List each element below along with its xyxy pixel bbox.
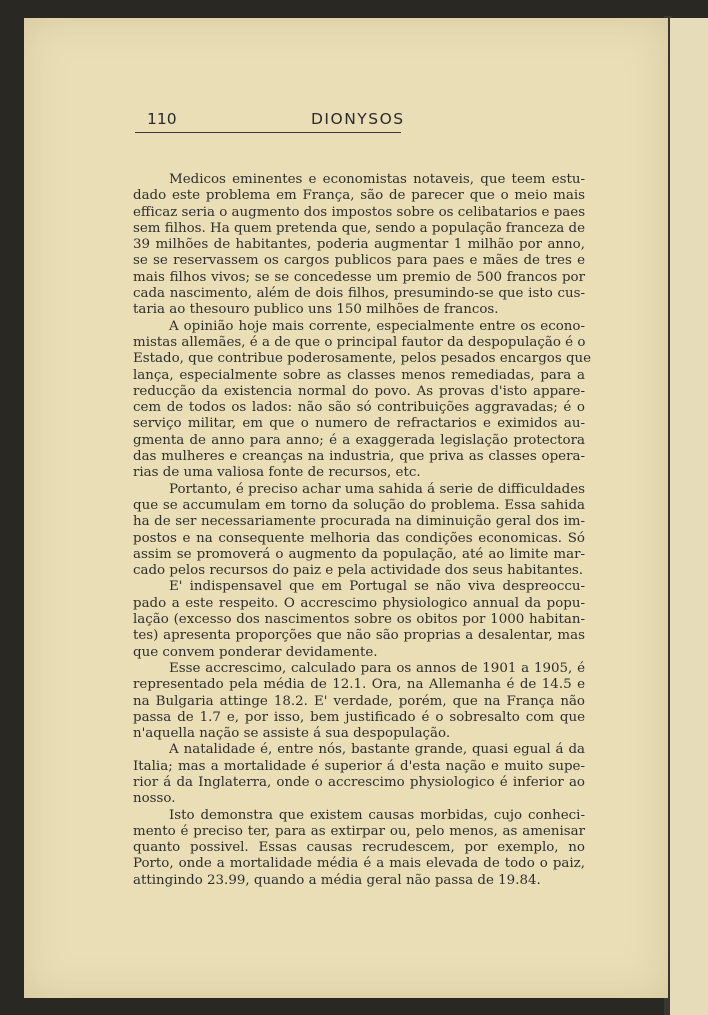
text-line: postos e na consequente melhoria das condições economicas. Só (133, 530, 585, 546)
text-line: Estado, que contribue poderosamente, pelos pesados encargos que (133, 351, 592, 367)
body-text (133, 172, 592, 889)
text-line: lação (excesso dos nascimentos sobre os obitos por 1000 habitan- (133, 612, 585, 628)
text-line: pado a este respeito. O accrescimo physiologico annual da popu- (133, 595, 585, 611)
text-line: tes) apresenta proporções que não são proprias a desalentar, mas (133, 628, 585, 644)
paragraph (133, 318, 592, 482)
text-line: Medicos eminentes e economistas notaveis, que teem estu- (169, 172, 585, 187)
text-line: A opinião hoje mais corrente, especialmente entre os econo- (169, 318, 585, 334)
text-line: cado pelos recursos do paiz e pela actividade dos seus habitantes. (133, 563, 583, 579)
text-line: representado pela média de 12.1. Ora, na Allemanha é de 14.5 e (133, 677, 585, 693)
page-header (135, 108, 405, 133)
text-line: quanto possivel. Essas causas recrudescem, por exemplo, no (133, 840, 585, 856)
text-line: na Bulgaria attinge 18.2. E' verdade, porém, que na França não (133, 693, 585, 709)
text-line: cem de todos os lados: não são só contribuições aggravadas; é o (133, 400, 585, 416)
text-line: Porto, onde a mortalidade média é a mais elevada de todo o paiz, (133, 856, 585, 872)
text-line: gmenta de anno para anno; é a exaggerada legislação protectora (133, 432, 585, 448)
text-line: das mulheres e creanças na industria, que priva as classes opera- (133, 449, 585, 465)
paragraph (133, 808, 585, 889)
page-number: 110 (147, 110, 177, 128)
text-line: sem filhos. Ha quem pretenda que, sendo a população franceza de (133, 220, 585, 236)
text-line: 39 milhões de habitantes, poderia augmentar 1 milhão por anno, (133, 237, 585, 253)
text-line: A natalidade é, entre nós, bastante grande, quasi egual á da (169, 742, 585, 758)
text-line: dado este problema em França, são de parecer que o meio mais (133, 188, 585, 204)
text-line: Italia; mas a mortalidade é superior á d'esta nação e muito supe- (133, 758, 585, 774)
text-line: que se accumulam em torno da solução do problema. Essa sahida (133, 497, 585, 513)
paragraph (133, 579, 585, 660)
text-line: rias de uma valiosa fonte de recursos, etc. (133, 465, 421, 481)
text-line: E' indispensavel que em Portugal se não viva despreoccu- (169, 579, 585, 595)
adjacent-page-strip (670, 18, 708, 1015)
text-line: Esse accrescimo, calculado para os annos de 1901 a 1905, é (169, 660, 585, 676)
paragraph (133, 172, 585, 319)
text-line: rior á da Inglaterra, onde o accrescimo physiologico é inferior ao (133, 774, 585, 790)
paragraph (133, 742, 585, 807)
text-line: nosso. (133, 791, 176, 807)
running-title: DIONYSOS (311, 110, 405, 128)
text-line: n'aquella nação se assiste á sua despopulação. (133, 726, 451, 742)
text-line: cada nascimento, além de dois filhos, presumindo-se que isto cus- (133, 286, 585, 302)
text-line: mistas allemães, é a de que o principal fautor da despopulação é o (133, 334, 586, 350)
text-line: assim se promoverá o augmento da população, até ao limite mar- (133, 546, 585, 562)
paragraph (133, 661, 585, 742)
text-line: serviço militar, em que o numero de refractarios e eximidos au- (133, 416, 585, 432)
text-line: Portanto, é preciso achar uma sahida á serie de difficuldades (169, 481, 585, 497)
text-line: se se reservassem os cargos publicos para paes e mães de tres e (133, 253, 585, 269)
text-line: Isto demonstra que existem causas morbidas, cujo conheci- (169, 807, 585, 823)
text-line: taria ao thesouro publico uns 150 milhões de francos. (133, 302, 499, 318)
text-line: mais filhos vivos; se se concedesse um premio de 500 francos por (133, 269, 585, 285)
text-line: efficaz seria o augmento dos impostos sobre os celibatarios e paes (133, 204, 586, 220)
paragraph (133, 482, 585, 580)
text-line: lança, especialmente sobre as classes menos remediadas, para a (133, 367, 585, 383)
text-line: mento é preciso ter, para as extirpar ou, pelo menos, as amenisar (133, 823, 585, 839)
text-line: ha de ser necessariamente procurada na diminuição geral dos im- (133, 514, 585, 530)
text-line: attingindo 23.99, quando a média geral não passa de 19.84. (133, 872, 541, 888)
text-line: reducção da existencia normal do povo. As provas d'isto appare- (133, 383, 585, 399)
text-line: que convem ponderar devidamente. (133, 644, 378, 660)
text-line: passa de 1.7 e, por isso, bem justificado é o sobresalto com que (133, 709, 585, 725)
